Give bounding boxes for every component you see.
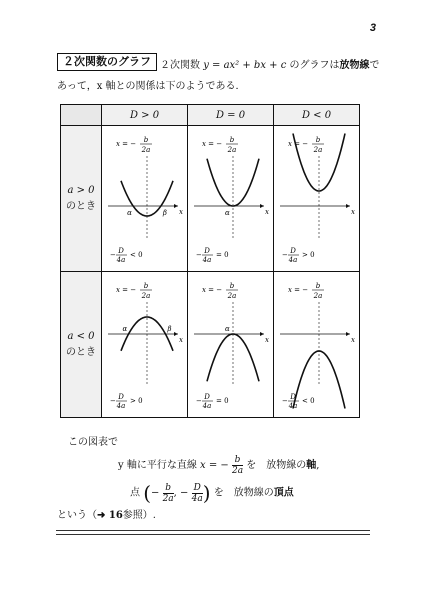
graph-cell (102, 272, 188, 418)
page-number: 3 (369, 22, 376, 34)
intro-line-1 (160, 56, 380, 71)
fraction: $\frac{D}{4a}$ (191, 482, 203, 504)
row-label-a-negative (61, 272, 102, 418)
row-label-line2: のとき (66, 200, 96, 212)
foot-frac-den: 4a (116, 256, 126, 264)
caption-line-vertex: 点 (− $\frac{b}{2a}$ , − $\frac{D}{4a}$ ) を 放物線の頂点 (130, 481, 294, 505)
caption-vertex-prefix: 点 (130, 487, 140, 499)
reference-prefix: という（ (57, 510, 97, 521)
graph-cell (102, 126, 188, 272)
foot-relation: = 0 (216, 251, 229, 259)
header-d-negative: D < 0 (274, 105, 360, 126)
axis-frac-den: 2a (313, 292, 323, 300)
table-header-row (61, 105, 360, 126)
axis-frac-den: 2a (313, 146, 323, 154)
x-axis-arrow (346, 332, 350, 336)
axis-frac-den: 2a (141, 146, 151, 154)
foot-relation: = 0 (216, 397, 229, 405)
x-axis-label: x (179, 336, 183, 344)
axis-frac-num: b (143, 282, 149, 290)
foot-minus: − (196, 397, 202, 405)
foot-minus: − (282, 251, 288, 259)
axis-frac-num: b (315, 282, 321, 290)
graph-cell (274, 126, 360, 272)
fraction: $\frac{b}{2a}$ (231, 455, 244, 476)
foot-frac-num: D (290, 247, 296, 255)
graph-cell (274, 272, 360, 418)
axis-equation: x = − (202, 286, 223, 294)
axis-frac-den: 2a (141, 292, 151, 300)
parabola-graph (102, 272, 187, 417)
graph-cell (188, 272, 274, 418)
row-label-line1: a < 0 (67, 330, 95, 342)
intro-line-2: あって，x 軸との関係は下のようである． (57, 81, 246, 92)
foot-minus: − (110, 251, 116, 259)
axis-frac-num: b (229, 136, 235, 144)
foot-frac-den: 4a (288, 256, 298, 264)
parabola-graph (102, 126, 187, 271)
parabola-graph (188, 272, 273, 417)
caption-axis-mid: を 放物線の (246, 460, 307, 471)
parabola-graph (188, 126, 273, 271)
row-label-line2: のとき (66, 346, 96, 358)
parabola-graph (274, 126, 359, 271)
root-label-alpha: α (225, 209, 230, 217)
root-label-alpha: α (225, 325, 230, 333)
foot-minus: − (196, 251, 202, 259)
foot-minus: − (110, 397, 116, 405)
intro-suffix: のグラフは (289, 60, 340, 71)
foot-relation: < 0 (130, 251, 143, 259)
foot-frac-den: 4a (202, 402, 212, 410)
row-label-a-positive (61, 126, 102, 272)
parabola-table (60, 104, 360, 418)
foot-frac-den: 4a (116, 402, 126, 410)
bottom-rule-thin (56, 534, 370, 535)
foot-relation: > 0 (302, 251, 315, 259)
graph-cell (188, 126, 274, 272)
row-label-line1: a > 0 (67, 184, 95, 196)
root-label-alpha: α (127, 209, 132, 217)
axis-frac-num: b (143, 136, 149, 144)
table-row-a-positive (61, 126, 360, 272)
intro-bold-term: 放物線 (339, 60, 370, 71)
caption-line-axis (118, 455, 319, 476)
intro-equation: y = ax² + bx + c (203, 60, 287, 71)
x-axis-label: x (351, 336, 355, 344)
intro-end: で (369, 60, 380, 71)
foot-frac-num: D (290, 393, 296, 401)
foot-frac-num: D (118, 393, 124, 401)
axis-equation: x = − (116, 140, 137, 148)
caption-axis-prefix: y 軸に平行な直線 (118, 460, 197, 471)
table-row-a-negative (61, 272, 360, 418)
parabola-graph (274, 272, 359, 417)
caption-axis-end: , (316, 460, 320, 471)
section-title: ２次関数のグラフ (57, 53, 157, 71)
x-axis-arrow (346, 204, 350, 208)
axis-equation: x = − (288, 140, 309, 148)
reference-suffix: 参照）. (122, 510, 156, 521)
foot-frac-num: D (118, 247, 124, 255)
x-axis-arrow (174, 332, 178, 336)
x-axis-arrow (260, 332, 264, 336)
caption-vertex-bold: 頂点 (273, 487, 294, 499)
root-label-alpha: α (122, 325, 128, 333)
bottom-rule-thick (56, 530, 370, 531)
x-axis-label: x (265, 336, 269, 344)
x-axis-arrow (174, 204, 178, 208)
x-axis-label: x (351, 208, 355, 216)
foot-frac-den: 4a (288, 402, 298, 410)
caption-axis-bold: 軸 (306, 460, 317, 471)
axis-equation: x = − (116, 286, 137, 294)
axis-equation: x = − (202, 140, 223, 148)
caption-line-1: この図表で (68, 437, 118, 448)
fraction: $\frac{b}{2a}$ (162, 482, 174, 504)
axis-frac-num: b (229, 282, 235, 290)
caption-axis-eq: x = − (200, 460, 229, 471)
axis-equation: x = − (288, 286, 309, 294)
x-axis-label: x (179, 208, 183, 216)
reference-arrow[interactable]: ➜ 16 (97, 510, 123, 521)
intro-prefix: ２次関数 (160, 60, 200, 71)
x-axis-arrow (260, 204, 264, 208)
caption-line-reference (57, 506, 156, 521)
root-label-beta: β (162, 209, 167, 217)
x-axis-label: x (265, 208, 269, 216)
axis-frac-den: 2a (227, 292, 237, 300)
axis-frac-den: 2a (227, 146, 237, 154)
foot-frac-den: 4a (202, 256, 212, 264)
caption-vertex-mid: を 放物線の (213, 487, 274, 499)
table-corner (61, 105, 102, 126)
foot-relation: < 0 (302, 397, 315, 405)
foot-minus: − (282, 397, 288, 405)
header-d-positive: D > 0 (102, 105, 188, 126)
foot-frac-num: D (204, 393, 210, 401)
axis-frac-num: b (315, 136, 321, 144)
root-label-beta: β (167, 325, 172, 333)
foot-frac-num: D (204, 247, 210, 255)
header-d-zero: D = 0 (188, 105, 274, 126)
foot-relation: > 0 (130, 397, 143, 405)
